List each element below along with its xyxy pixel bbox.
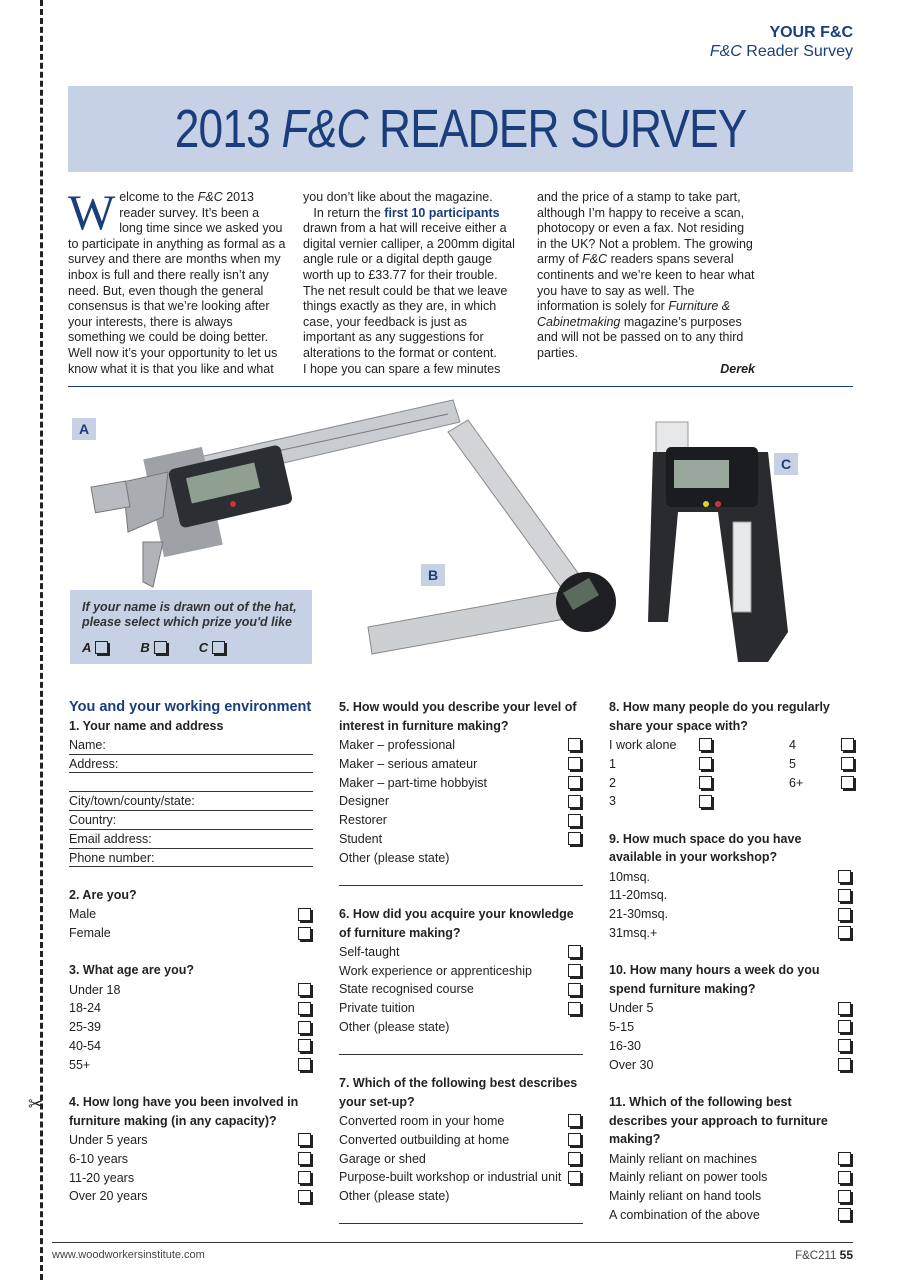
option-row: 16-30 (609, 1036, 853, 1055)
share-space-options: I work alone 4 1 5 2 6+ 3 (609, 736, 853, 811)
option-row: Over 20 years (69, 1187, 313, 1206)
checkbox-over-20-years[interactable] (298, 1190, 311, 1203)
checkbox-apprenticeship[interactable] (568, 964, 581, 977)
checkbox-share-2[interactable] (699, 776, 712, 789)
option-row: Converted outbuilding at home (339, 1130, 583, 1149)
option-row: Other (please state) (339, 1189, 450, 1204)
option-row: Converted room in your home (339, 1112, 583, 1131)
question-10: 10. How many hours a week do you spend furniture making? (609, 963, 820, 996)
country-field[interactable]: Country: (69, 811, 313, 830)
option-row: Maker – professional (339, 736, 583, 755)
checkbox-purpose-built[interactable] (568, 1171, 581, 1184)
option-row: Work experience or apprenticeship (339, 961, 583, 980)
address-field[interactable]: Address: (69, 755, 313, 774)
checkbox-age-18-24[interactable] (298, 1002, 311, 1015)
question-2: 2. Are you? (69, 888, 137, 903)
checkbox-age-55-plus[interactable] (298, 1058, 311, 1071)
intro-column-2: you don’t like about the magazine. In return the first 10 participants drawn from a hat will receive either a digital vernier calliper, a 200mm digital angle rule or a digital depth gauge worth up to £33.77 for their trouble. The net result could be that we leave things exactly as they are, in which case, your feedback is just as important as any suggestions for alterations to the format or content. I hope you can spare a few minutes (303, 190, 515, 376)
option-row: 11-20msq. (609, 886, 853, 905)
checkbox-share-5[interactable] (841, 757, 854, 770)
checkbox-garage-shed[interactable] (568, 1152, 581, 1165)
footer-divider (52, 1242, 853, 1243)
title-banner (68, 86, 853, 172)
option-row: 18-24 (69, 999, 313, 1018)
option-row: 6-10 years (69, 1149, 313, 1168)
checkbox-hours-under-5[interactable] (838, 1002, 851, 1015)
option-row: Under 5 years (69, 1131, 313, 1150)
digital-calliper-image (91, 400, 460, 587)
address-field-line-2[interactable] (69, 773, 313, 792)
divider (68, 386, 853, 387)
checkbox-11-20-years[interactable] (298, 1171, 311, 1184)
option-row: 10msq. (609, 867, 853, 886)
prize-option-c: C (199, 640, 227, 655)
photo-label-c: C (774, 453, 798, 475)
phone-field[interactable]: Phone number: (69, 849, 313, 868)
checkbox-maker-hobbyist[interactable] (568, 776, 581, 789)
option-row: Over 30 (609, 1055, 853, 1074)
checkbox-work-alone[interactable] (699, 738, 712, 751)
name-field[interactable]: Name: (69, 736, 313, 755)
option-row: Mainly reliant on hand tools (609, 1187, 853, 1206)
option-row: Self-taught (339, 942, 583, 961)
signature: Derek (720, 361, 755, 376)
checkbox-prize-c[interactable] (212, 641, 225, 654)
intro-column-1: Welcome to the F&C 2013 reader survey. It’s been a long time since we asked you to participate in anything as formal as a survey and there are months when my inbox is full and there really isn’t any need. But, even though the general consensus is that we’re looking after your interests, there is always something we could be doing better. Well now it’s your opportunity to let us know what it is that you like and what (68, 184, 286, 376)
checkbox-power-tools[interactable] (838, 1171, 851, 1184)
checkbox-hand-tools[interactable] (838, 1190, 851, 1203)
checkbox-space-11-20[interactable] (838, 889, 851, 902)
question-6: 6. How did you acquire your knowledge of furniture making? (339, 906, 574, 940)
checkbox-age-under-18[interactable] (298, 983, 311, 996)
option-row: 40-54 (69, 1037, 313, 1056)
question-9: 9. How much space do you have available in your workshop? (609, 831, 802, 865)
checkbox-under-5-years[interactable] (298, 1133, 311, 1146)
question-8: 8. How many people do you regularly share your space with? (609, 700, 830, 733)
checkbox-private-tuition[interactable] (568, 1002, 581, 1015)
checkbox-share-3[interactable] (699, 795, 712, 808)
option-row: Garage or shed (339, 1149, 583, 1168)
depth-gauge-image (648, 422, 788, 662)
option-row: 25-39 (69, 1018, 313, 1037)
checkbox-space-31-plus[interactable] (838, 926, 851, 939)
prize-selection-box (70, 590, 312, 664)
question-4: 4. How long have you been involved in furniture making (in any capacity)? (69, 1094, 299, 1128)
option-row: A combination of the above (609, 1206, 853, 1225)
option-row: Under 18 (69, 980, 313, 999)
option-row: 5-15 (609, 1018, 853, 1037)
photo-label-a: A (72, 418, 96, 440)
checkbox-female[interactable] (298, 927, 311, 940)
checkbox-hours-16-30[interactable] (838, 1039, 851, 1052)
checkbox-age-40-54[interactable] (298, 1039, 311, 1052)
cut-line (40, 0, 43, 1280)
email-field[interactable]: Email address: (69, 830, 313, 849)
option-row: Under 5 (609, 999, 853, 1018)
checkbox-hours-over-30[interactable] (838, 1058, 851, 1071)
page-title: 2013 F&C READER SURVEY (174, 99, 747, 159)
checkbox-combination[interactable] (838, 1208, 851, 1221)
question-7: 7. Which of the following best describes your set-up? (339, 1075, 578, 1109)
option-row: Maker – serious amateur (339, 754, 583, 773)
scissors-icon: ✂ (28, 1094, 44, 1114)
option-row: Private tuition (339, 999, 583, 1018)
prize-option-b: B (140, 640, 168, 655)
checkbox-restorer[interactable] (568, 814, 581, 827)
prize-instructions: If your name is drawn out of the hat, please select which prize you'd like (82, 600, 297, 629)
other-interest-field[interactable] (339, 867, 583, 886)
section-subtitle: F&C Reader Survey (709, 43, 853, 60)
option-row: Other (please state) (339, 850, 450, 865)
option-row: Designer (339, 792, 583, 811)
option-row: Female (69, 924, 313, 943)
checkbox-share-4[interactable] (841, 738, 854, 751)
option-row: State recognised course (339, 980, 583, 999)
checkbox-hours-5-15[interactable] (838, 1020, 851, 1033)
option-row: Maker – part-time hobbyist (339, 773, 583, 792)
survey-column-3 (609, 698, 853, 1224)
photo-label-b: B (421, 564, 445, 586)
option-row: Mainly reliant on power tools (609, 1168, 853, 1187)
option-row: Restorer (339, 811, 583, 830)
checkbox-space-10[interactable] (838, 870, 851, 883)
option-row: Other (please state) (339, 1019, 450, 1034)
checkbox-male[interactable] (298, 908, 311, 921)
checkbox-age-25-39[interactable] (298, 1021, 311, 1034)
checkbox-student[interactable] (568, 832, 581, 845)
checkbox-converted-room[interactable] (568, 1114, 581, 1127)
checkbox-space-21-30[interactable] (838, 908, 851, 921)
question-11: 11. Which of the following best describes your approach to furniture making? (609, 1094, 828, 1147)
checkbox-prize-a[interactable] (95, 641, 108, 654)
option-row: Male (69, 905, 313, 924)
option-row: Student (339, 830, 583, 849)
checkbox-share-6-plus[interactable] (841, 776, 854, 789)
checkbox-6-10-years[interactable] (298, 1152, 311, 1165)
question-1: 1. Your name and address (69, 719, 224, 733)
checkbox-designer[interactable] (568, 795, 581, 808)
checkbox-prize-b[interactable] (154, 641, 167, 654)
question-5: 5. How would you describe your level of interest in furniture making? (339, 700, 577, 733)
checkbox-state-course[interactable] (568, 983, 581, 996)
footer-url: www.woodworkersinstitute.com (52, 1249, 205, 1261)
prize-option-a: A (82, 640, 110, 655)
section-label: YOUR F&C (769, 24, 853, 41)
checkbox-self-taught[interactable] (568, 945, 581, 958)
digital-angle-rule-image (368, 420, 616, 654)
option-row: 55+ (69, 1055, 313, 1074)
intro-column-3: and the price of a stamp to take part, although I’m happy to receive a scan, photocopy or even a fax. Not residing in the UK? Not a problem. The growing army of F&C readers spans several continents and we’re keen to hear what you have to say as well. The information is solely for Furniture & Cabinetmaking magazine’s purposes and will not be passed on to any third parties. Derek (537, 190, 755, 376)
survey-column-2 (339, 698, 583, 1224)
option-row: 31msq.+ (609, 924, 853, 943)
checkbox-share-1[interactable] (699, 757, 712, 770)
question-3: 3. What age are you? (69, 963, 195, 978)
survey-column-1 (69, 698, 313, 1206)
other-knowledge-field[interactable] (339, 1036, 583, 1055)
option-row: Mainly reliant on machines (609, 1149, 853, 1168)
checkbox-machines[interactable] (838, 1152, 851, 1165)
option-row: Purpose-built workshop or industrial unit (339, 1168, 583, 1187)
checkbox-maker-serious-amateur[interactable] (568, 757, 581, 770)
checkbox-converted-outbuilding[interactable] (568, 1133, 581, 1146)
footer-page: F&C211 55 (795, 1248, 853, 1262)
option-row: 11-20 years (69, 1168, 313, 1187)
city-field[interactable]: City/town/county/state: (69, 792, 313, 811)
other-setup-field[interactable] (339, 1206, 583, 1225)
drop-cap: W (68, 184, 116, 240)
checkbox-maker-professional[interactable] (568, 738, 581, 751)
option-row: 21-30msq. (609, 905, 853, 924)
section-heading: You and your working environment (69, 699, 312, 715)
